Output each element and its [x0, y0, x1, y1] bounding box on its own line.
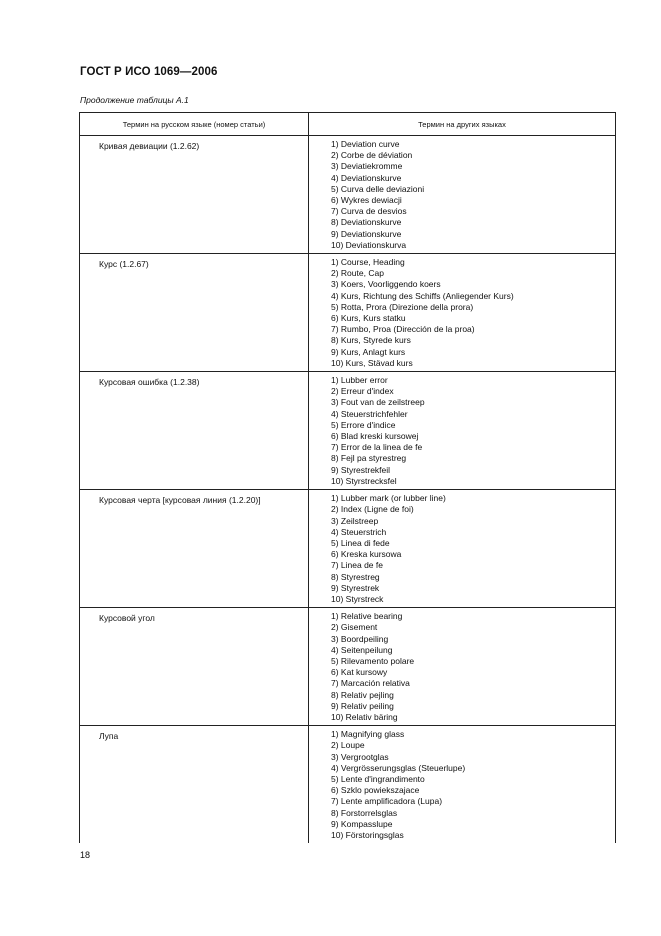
translation-item: 6) Kat kursowy	[331, 667, 388, 678]
table-row	[80, 726, 616, 844]
page-number: 18	[80, 850, 91, 860]
terms-table	[79, 112, 616, 843]
translation-item: 10) Styrstreck	[331, 593, 384, 604]
translation-item: 9) Kompasslupe	[331, 818, 393, 829]
translations-cell	[309, 372, 616, 490]
document-header: ГОСТ Р ИСО 1069—2006	[80, 66, 218, 78]
translation-item: 8) Kurs, Styrede kurs	[331, 335, 411, 346]
translation-item: 9) Relativ peiling	[331, 700, 394, 711]
translation-item: 2) Erreur d'index	[331, 386, 394, 397]
translation-item: 3) Boordpeiling	[331, 633, 389, 644]
russian-term-cell	[80, 608, 309, 726]
translation-item: 6) Szklo powiekszajace	[331, 785, 420, 796]
translation-item: 7) Lente amplificadora (Lupa)	[331, 796, 443, 807]
russian-term-cell	[80, 372, 309, 490]
translation-item: 10) Styrstrecksfel	[331, 475, 397, 486]
translation-item: 9) Styrestrek	[331, 582, 380, 593]
translation-item: 5) Curva delle deviazioni	[331, 183, 425, 194]
translations-list	[309, 726, 615, 843]
russian-term: Курсовая черта [курсовая линия (1.2.20)]	[99, 495, 261, 506]
translation-item: 1) Lubber error	[331, 375, 388, 386]
translation-item: 8) Forstorrelsglas	[331, 807, 398, 818]
translation-item: 8) Deviationskurve	[331, 217, 402, 228]
column-header-russian: Термин на русском языке (номер статьи)	[80, 113, 309, 136]
translation-item: 4) Steuerstrichfehler	[331, 408, 408, 419]
translations-cell	[309, 490, 616, 608]
russian-term-cell	[80, 490, 309, 608]
translation-item: 6) Blad kreski kursowej	[331, 431, 419, 442]
translation-item: 1) Relative bearing	[331, 611, 403, 622]
translations-cell	[309, 608, 616, 726]
translation-item: 1) Course, Heading	[331, 257, 405, 268]
translation-item: 4) Deviationskurve	[331, 172, 402, 183]
table-row	[80, 608, 616, 726]
russian-term: Кривая девиации (1.2.62)	[99, 141, 200, 151]
russian-term: Лупа	[99, 731, 119, 742]
translation-item: 6) Wykres dewiacji	[331, 195, 402, 206]
translation-item: 7) Curva de desvios	[331, 206, 407, 217]
translation-item: 7) Rumbo, Proa (Dirección de la proa)	[331, 324, 475, 335]
translation-item: 7) Error de la linea de fe	[331, 442, 423, 453]
russian-term-cell	[80, 136, 309, 254]
translation-item: 1) Lubber mark (or lubber line)	[331, 493, 446, 504]
translation-item: 8) Relativ pejling	[331, 689, 394, 700]
table-row	[80, 136, 616, 254]
translation-item: 4) Steuerstrich	[331, 526, 387, 537]
translations-list	[309, 254, 615, 371]
russian-term: Курс (1.2.67)	[99, 259, 149, 270]
russian-term: Курсовая ошибка (1.2.38)	[99, 377, 200, 388]
translations-cell	[309, 726, 616, 844]
translation-item: 7) Linea de fe	[331, 560, 383, 571]
translations-list	[309, 490, 615, 607]
russian-term-cell	[80, 254, 309, 372]
translation-item: 8) Fejl pa styrestreg	[331, 453, 407, 464]
translations-list	[309, 372, 615, 489]
translation-item: 9) Deviationskurve	[331, 228, 402, 239]
translation-item: 3) Zeilstreep	[331, 515, 379, 526]
table-row	[80, 372, 616, 490]
translation-item: 10) Förstoringsglas	[331, 829, 404, 840]
table-row	[80, 490, 616, 608]
translation-item: 6) Kreska kursowa	[331, 549, 402, 560]
translations-list	[309, 136, 615, 253]
translation-item: 7) Marcación relativa	[331, 678, 410, 689]
translation-item: 3) Vergrootglas	[331, 751, 389, 762]
translation-item: 5) Rotta, Prora (Direzione della prora)	[331, 301, 474, 312]
table-row	[80, 254, 616, 372]
table-caption: Продолжение таблицы А.1	[80, 95, 189, 105]
translation-item: 2) Route, Cap	[331, 268, 384, 279]
translation-item: 3) Deviatiekromme	[331, 161, 403, 172]
translation-item: 4) Seitenpeilung	[331, 644, 393, 655]
translations-cell	[309, 254, 616, 372]
translation-item: 1) Magnifying glass	[331, 729, 405, 740]
translation-item: 5) Lente d'ingrandimento	[331, 773, 425, 784]
translation-item: 2) Index (Ligne de foi)	[331, 504, 414, 515]
russian-term: Курсовой угол	[99, 613, 155, 624]
translation-item: 6) Kurs, Kurs statku	[331, 313, 406, 324]
translation-item: 4) Vergrösserungsglas (Steuerlupe)	[331, 762, 466, 773]
translation-item: 4) Kurs, Richtung des Schiffs (Anliegender Kurs)	[331, 290, 514, 301]
translation-item: 2) Corbe de déviation	[331, 150, 413, 161]
russian-term-cell	[80, 726, 309, 844]
table-header-row	[80, 113, 616, 136]
translation-item: 10) Deviationskurva	[331, 239, 407, 250]
translation-item: 10) Relativ bäring	[331, 711, 398, 722]
translation-item: 5) Rilevamento polare	[331, 655, 415, 666]
translation-item: 9) Kurs, Anlagt kurs	[331, 346, 406, 357]
translation-item: 10) Kurs, Stävad kurs	[331, 357, 413, 368]
translation-item: 2) Loupe	[331, 740, 365, 751]
translation-item: 8) Styrestreg	[331, 571, 380, 582]
translation-item: 5) Errore d'indice	[331, 419, 396, 430]
translation-item: 2) Gisement	[331, 622, 378, 633]
translation-item: 9) Styrestrekfeil	[331, 464, 391, 475]
translation-item: 5) Linea di fede	[331, 537, 390, 548]
translations-list	[309, 608, 615, 725]
translation-item: 3) Fout van de zeilstreep	[331, 397, 425, 408]
translation-item: 1) Deviation curve	[331, 139, 400, 149]
column-header-other: Термин на других языках	[309, 113, 616, 136]
translation-item: 3) Koers, Voorliggendo koers	[331, 279, 441, 290]
table-body	[80, 136, 616, 844]
translations-cell	[309, 136, 616, 254]
